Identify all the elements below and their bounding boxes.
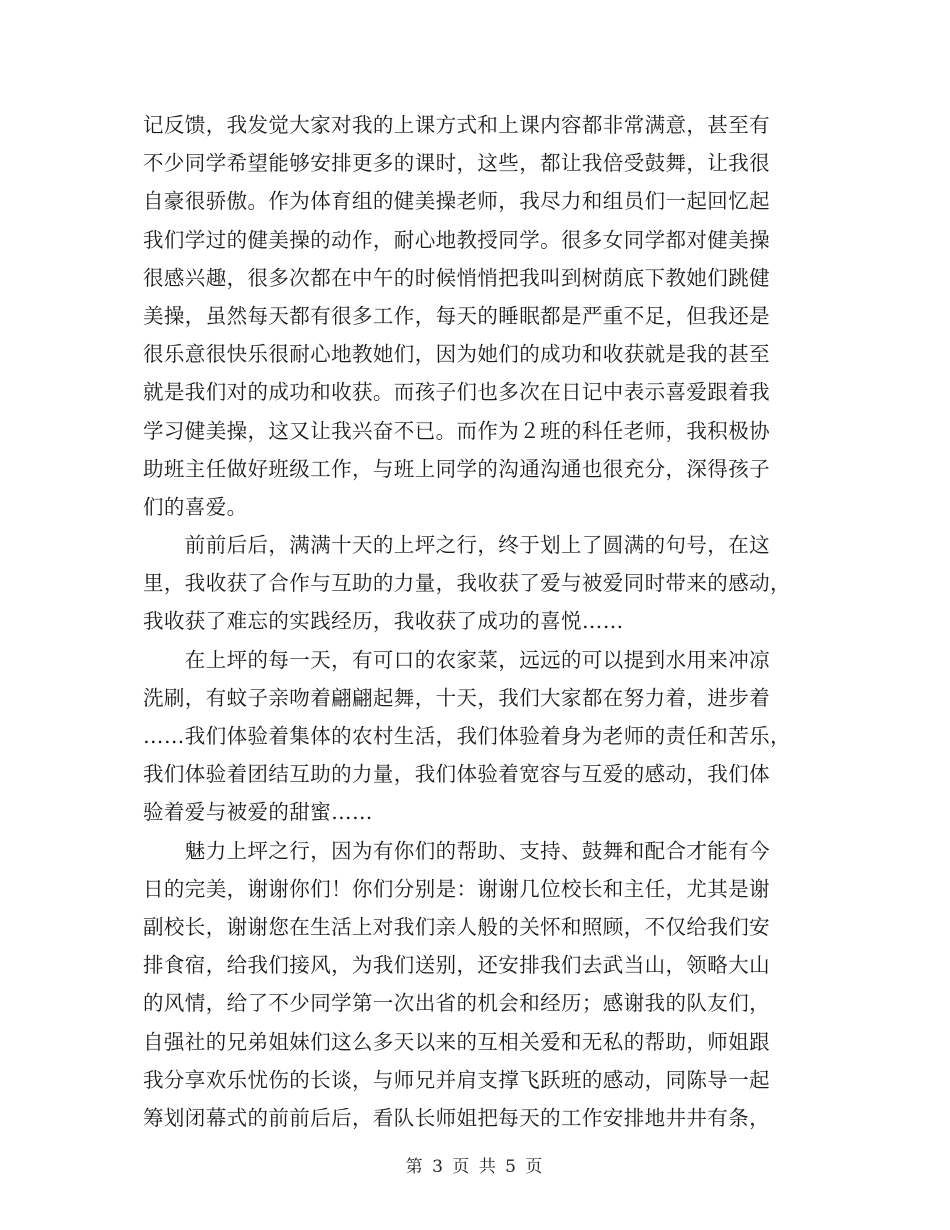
text-line: 日的完美，谢谢你们！你们分别是：谢谢几位校长和主任，尤其是谢 bbox=[143, 876, 770, 901]
text-line: 自强社的兄弟姐妹们这么多天以来的互相关爱和无私的帮助，师姐跟 bbox=[143, 1029, 770, 1054]
text-line: 里，我收获了合作与互助的力量，我收获了爱与被爱同时带来的感动， bbox=[143, 571, 791, 596]
text-line: 们的喜爱。 bbox=[143, 494, 248, 519]
text-line: 我们体验着团结互助的力量，我们体验着宽容与互爱的感动，我们体 bbox=[143, 762, 770, 787]
text-line: 魅力上坪之行，因为有你们的帮助、支持、鼓舞和配合才能有今 bbox=[143, 838, 770, 863]
text-line: 在上坪的每一天，有可口的农家菜，远远的可以提到水用来冲凉 bbox=[143, 647, 770, 672]
text-line: 验着爱与被爱的甜蜜…… bbox=[143, 800, 373, 825]
text-line: 不少同学希望能够安排更多的课时，这些，都让我倍受鼓舞，让我很 bbox=[143, 151, 770, 176]
text-line: 助班主任做好班级工作，与班上同学的沟通沟通也很充分，深得孩子 bbox=[143, 456, 770, 481]
text-line: 学习健美操，这又让我兴奋不已。而作为２班的科任老师，我积极协 bbox=[143, 418, 770, 443]
page-number: 第 3 页 共 5 页 bbox=[405, 1157, 545, 1177]
text-line: 洗刷，有蚊子亲吻着翩翩起舞，十天，我们大家都在努力着，进步着 bbox=[143, 685, 770, 710]
text-line: 筹划闭幕式的前前后后，看队长师姐把每天的工作安排地井井有条， bbox=[143, 1105, 770, 1130]
text-line: 美操，虽然每天都有很多工作，每天的睡眠都是严重不足，但我还是 bbox=[143, 303, 770, 328]
text-line: 就是我们对的成功和收获。而孩子们也多次在日记中表示喜爱跟着我 bbox=[143, 380, 770, 405]
text-line: 记反馈，我发觉大家对我的上课方式和上课内容都非常满意，甚至有 bbox=[143, 113, 770, 137]
text-line: 很感兴趣，很多次都在中午的时候悄悄把我叫到树荫底下教她们跳健 bbox=[143, 265, 770, 290]
text-line: 前前后后，满满十天的上坪之行，终于划上了圆满的句号，在这 bbox=[143, 533, 770, 558]
text-line: 副校长，谢谢您在生活上对我们亲人般的关怀和照顾，不仅给我们安 bbox=[143, 914, 770, 939]
text-line: 排食宿，给我们接风，为我们送别，还安排我们去武当山，领略大山 bbox=[143, 953, 770, 978]
text-line: 自豪很骄傲。作为体育组的健美操老师，我尽力和组员们一起回忆起 bbox=[143, 189, 770, 214]
text-line: 的风情，给了不少同学第一次出省的机会和经历；感谢我的队友们， bbox=[143, 991, 770, 1016]
text-line: 我收获了难忘的实践经历，我收获了成功的喜悦…… bbox=[143, 609, 624, 634]
text-line: 很乐意很快乐很耐心地教她们，因为她们的成功和收获就是我的甚至 bbox=[143, 342, 770, 367]
text-line: 我分享欢乐忧伤的长谈，与师兄并肩支撑飞跃班的感动，同陈导一起 bbox=[143, 1067, 770, 1092]
text-line: 我们学过的健美操的动作，耐心地教授同学。很多女同学都对健美操 bbox=[143, 227, 770, 252]
text-line: ……我们体验着集体的农村生活，我们体验着身为老师的责任和苦乐， bbox=[143, 724, 791, 748]
body-text bbox=[143, 106, 803, 1137]
